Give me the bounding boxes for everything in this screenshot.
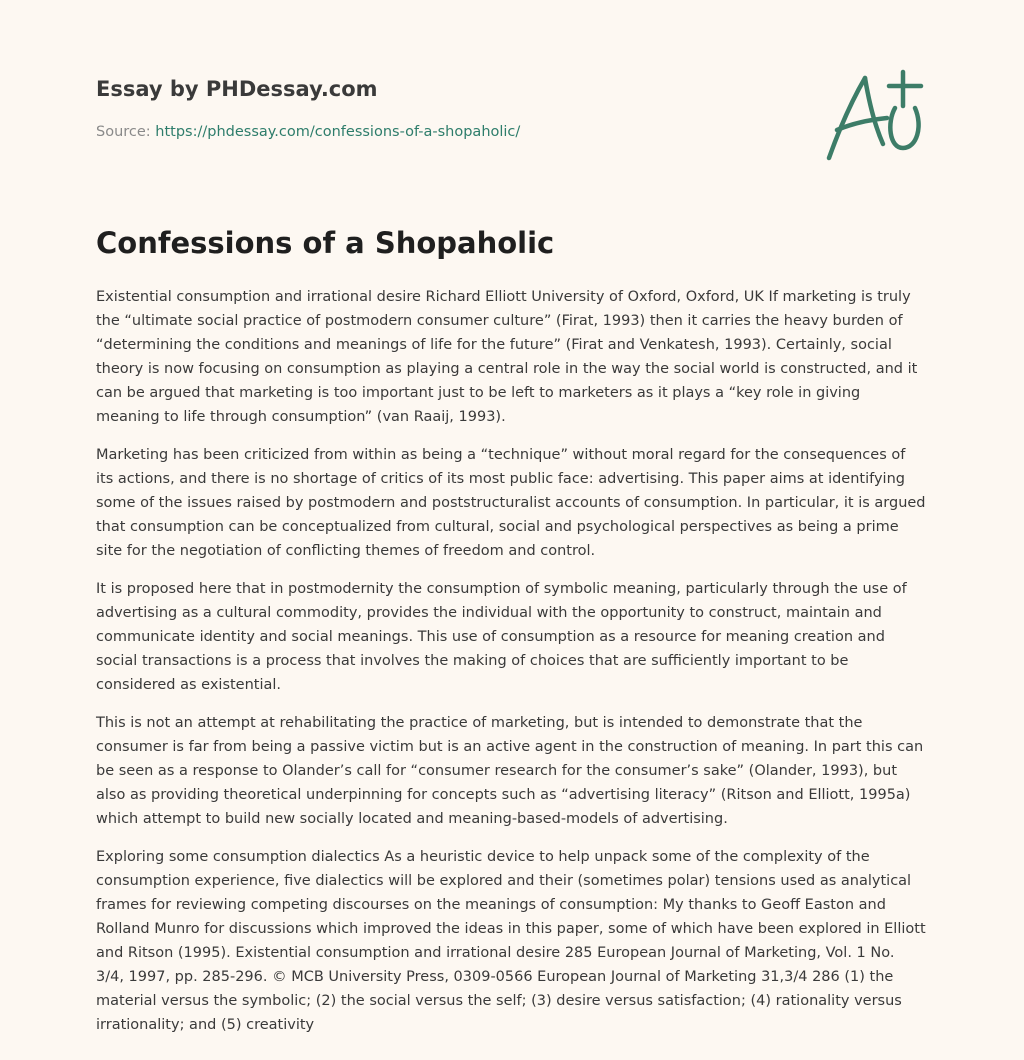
essay-paragraph: Exploring some consumption dialectics As a heuristic device to help unpack some of the complexity of the consumption experience, five dialectics will be explored and their (sometimes polar) tensions used as analytical frames for reviewing competing discourses on the meanings of consumption: My thanks to Geoff Easton and Rolland Munro for discussions which improved the ideas in this paper, some of which have been explored in Elliott and Ritson (1995). Existential consumption and irrational desire 285 European Journal of Marketing, Vol. 1 No. 3/4, 1997, pp. 285-296. © MCB University Press, 0309-0566 European Journal of Marketing 31,3/4 286 (1) the material versus the symbolic; (2) the social versus the self; (3) desire versus satisfaction; (4) rationality versus irrationality; and (5) creativity — [96, 849, 926, 1033]
essay-paragraph: Existential consumption and irrational desire Richard Elliott University of Oxford, Oxford, UK If marketing is truly the “ultimate social practice of postmodern consumer culture” (Firat, 1993) then it carries the heavy burden of “determining the conditions and meanings of life for the future” (Firat and Venkatesh, 1993). Certainly, social theory is now focusing on consumption as playing a central role in the way the social world is constructed, and it can be argued that marketing is too important just to be left to marketers as it plays a “key role in giving meaning to life through consumption” (van Raaij, 1993). — [96, 289, 918, 425]
a-plus-logo-icon — [825, 68, 925, 164]
essay-paragraph: It is proposed here that in postmodernity the consumption of symbolic meaning, particularly through the use of advertising as a cultural commodity, provides the individual with the opportunity to construct, maintain and communicate identity and social meanings. This use of consumption as a resource for meaning creation and social transactions is a process that involves the making of choices that are sufficiently important to be considered as existential. — [96, 581, 907, 693]
essay-title: Confessions of a Shopaholic — [96, 226, 555, 260]
source-line — [96, 124, 520, 140]
source-link[interactable]: https://phdessay.com/confessions-of-a-shopaholic/ — [155, 124, 521, 140]
site-title: Essay by PHDessay.com — [96, 77, 378, 101]
essay-paragraph: Marketing has been criticized from within as being a “technique” without moral regard for the consequences of its actions, and there is no shortage of critics of its most public face: advertising. This paper aims at identifying some of the issues raised by postmodern and poststructuralist accounts of consumption. In particular, it is argued that consumption can be conceptualized from cultural, social and psychological perspectives as being a prime site for the negotiation of conflicting themes of freedom and control. — [96, 447, 926, 559]
source-label: Source: — [96, 124, 151, 140]
essay-paragraph: This is not an attempt at rehabilitating the practice of marketing, but is intended to demonstrate that the consumer is far from being a passive victim but is an active agent in the construction of meaning. In part this can be seen as a response to Olander’s call for “consumer research for the consumer’s sake” (Olander, 1993), but also as providing theoretical underpinning for concepts such as “advertising literacy” (Ritson and Elliott, 1995a) which attempt to build new socially located and meaning-based-models of advertising. — [96, 715, 924, 827]
essay-body — [96, 285, 926, 1051]
